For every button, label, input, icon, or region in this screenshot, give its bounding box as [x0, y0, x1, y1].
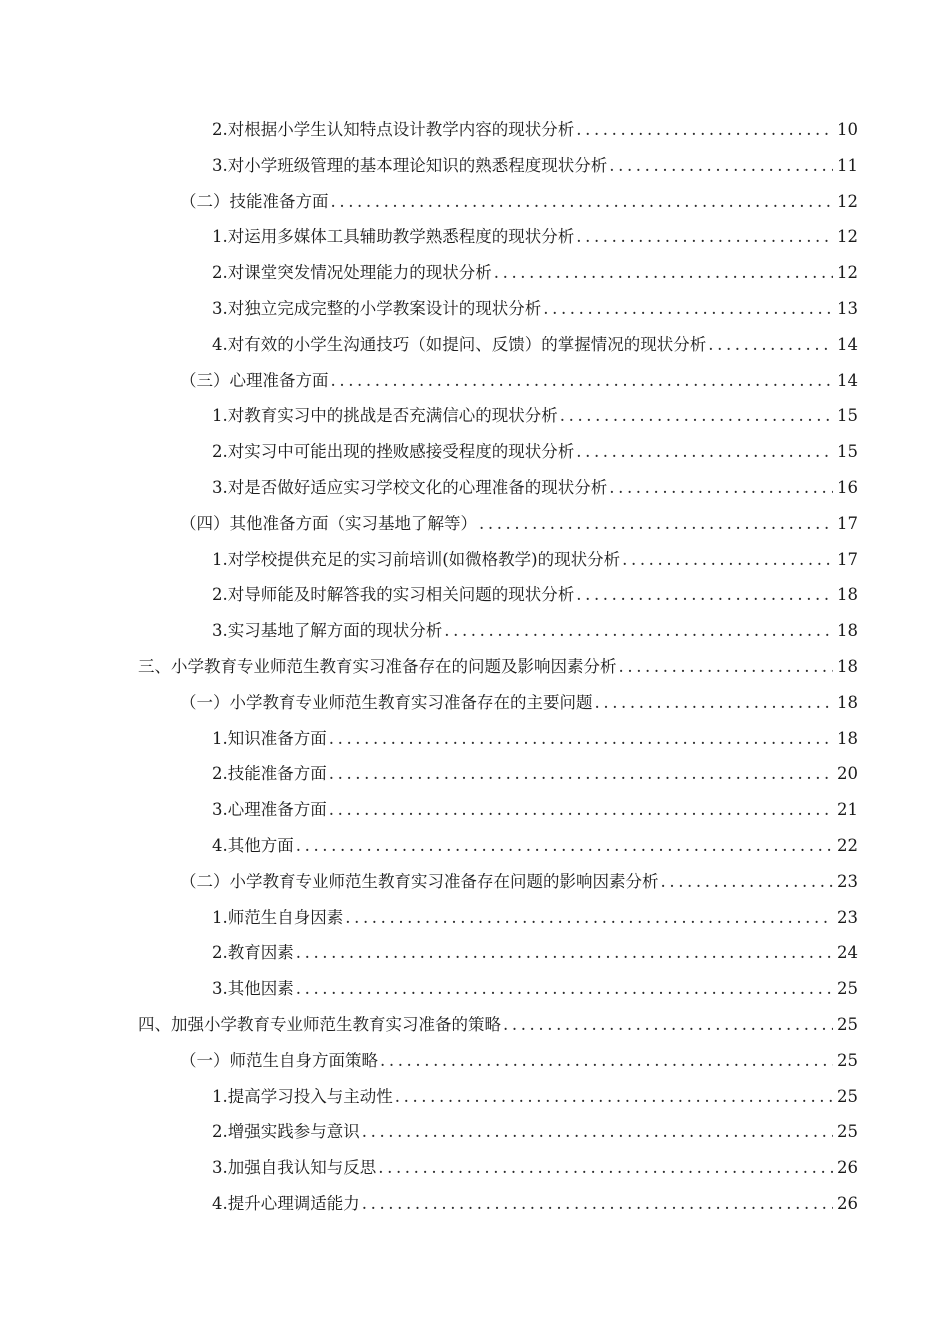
toc-entry-title: 4.其他方面: [212, 835, 294, 855]
toc-page-number: 14: [837, 370, 858, 390]
toc-entry[interactable]: [0, 1186, 950, 1222]
toc-dot-leader: [331, 184, 834, 220]
toc-entry[interactable]: [0, 577, 950, 613]
toc-dot-leader: [329, 792, 833, 828]
toc-page-number: 15: [837, 442, 858, 462]
toc-page-number: 12: [837, 227, 858, 247]
toc-dot-leader: [595, 685, 834, 721]
toc-page-number: 24: [837, 943, 858, 963]
toc-dot-leader: [619, 649, 834, 685]
toc-entry-title: 2.增强实践参与意识: [212, 1122, 360, 1142]
table-of-contents: [0, 112, 950, 1222]
toc-dot-leader: [329, 721, 833, 757]
toc-entry[interactable]: [0, 756, 950, 792]
toc-page-number: 10: [837, 120, 858, 139]
toc-entry[interactable]: [0, 398, 950, 434]
toc-dot-leader: [296, 971, 833, 1007]
toc-entry[interactable]: [0, 1079, 950, 1115]
toc-entry-title: 4.对有效的小学生沟通技巧（如提问、反馈）的掌握情况的现状分析: [212, 334, 707, 354]
toc-entry[interactable]: [0, 828, 950, 864]
toc-page-number: 13: [837, 298, 858, 318]
toc-page-number: 25: [837, 1122, 858, 1142]
toc-dot-leader: [479, 506, 833, 542]
toc-entry-title: （一）师范生自身方面策略: [180, 1050, 378, 1070]
toc-entry-title: 2.教育因素: [212, 943, 294, 963]
toc-entry-title: 3.对是否做好适应实习学校文化的心理准备的现状分析: [212, 477, 608, 497]
toc-dot-leader: [576, 219, 833, 255]
toc-dot-leader: [576, 434, 833, 470]
toc-entry-title: 四、加强小学教育专业师范生教育实习准备的策略: [138, 1014, 501, 1034]
toc-page-number: 25: [837, 1014, 858, 1034]
toc-dot-leader: [378, 1150, 833, 1186]
toc-page-number: 12: [837, 191, 858, 211]
toc-entry[interactable]: [0, 112, 950, 148]
toc-page-number: 18: [837, 692, 858, 712]
toc-entry[interactable]: [0, 792, 950, 828]
toc-entry-title: （二）技能准备方面: [180, 191, 329, 211]
toc-entry[interactable]: [0, 721, 950, 757]
toc-entry-title: （四）其他准备方面（实习基地了解等）: [180, 513, 477, 533]
toc-dot-leader: [708, 327, 833, 363]
toc-page-number: 14: [837, 334, 858, 354]
toc-dot-leader: [331, 363, 834, 399]
toc-dot-leader: [345, 900, 833, 936]
toc-dot-leader: [395, 1079, 833, 1115]
toc-entry[interactable]: [0, 255, 950, 291]
toc-page-number: 18: [837, 585, 858, 605]
toc-dot-leader: [609, 148, 833, 184]
toc-entry-title: 3.加强自我认知与反思: [212, 1158, 377, 1178]
toc-dot-leader: [380, 1043, 833, 1079]
toc-dot-leader: [560, 398, 833, 434]
toc-entry-title: 2.对实习中可能出现的挫败感接受程度的现状分析: [212, 442, 575, 462]
toc-entry-title: （一）小学教育专业师范生教育实习准备存在的主要问题: [180, 692, 593, 712]
toc-entry[interactable]: [0, 363, 950, 399]
toc-entry[interactable]: [0, 506, 950, 542]
toc-dot-leader: [444, 613, 833, 649]
toc-dot-leader: [296, 935, 833, 971]
toc-page-number: 16: [837, 477, 858, 497]
toc-page-number: 17: [837, 513, 858, 533]
toc-page-number: 22: [837, 835, 858, 855]
toc-page-number: 18: [837, 656, 858, 676]
toc-dot-leader: [609, 470, 833, 506]
toc-dot-leader: [494, 255, 833, 291]
toc-entry[interactable]: [0, 148, 950, 184]
toc-entry-title: 三、小学教育专业师范生教育实习准备存在的问题及影响因素分析: [138, 656, 617, 676]
toc-page-number: 26: [837, 1193, 858, 1213]
toc-entry[interactable]: [0, 935, 950, 971]
toc-page-number: 11: [837, 155, 858, 175]
toc-entry-title: 1.提高学习投入与主动性: [212, 1086, 393, 1106]
toc-dot-leader: [622, 542, 833, 578]
toc-entry[interactable]: [0, 1007, 950, 1043]
toc-entry[interactable]: [0, 327, 950, 363]
toc-page-number: 17: [837, 549, 858, 569]
toc-page-number: 25: [837, 1050, 858, 1070]
toc-entry[interactable]: [0, 291, 950, 327]
toc-entry-title: （二）小学教育专业师范生教育实习准备存在问题的影响因素分析: [180, 871, 659, 891]
toc-page-number: 21: [837, 800, 858, 820]
toc-dot-leader: [576, 577, 833, 613]
toc-dot-leader: [661, 864, 834, 900]
toc-dot-leader: [362, 1114, 833, 1150]
toc-entry-title: 3.其他因素: [212, 979, 294, 999]
toc-page-number: 18: [837, 621, 858, 641]
toc-entry[interactable]: [0, 649, 950, 685]
toc-entry-title: 3.实习基地了解方面的现状分析: [212, 621, 443, 641]
toc-page-number: 23: [837, 907, 858, 927]
toc-entry-title: 3.心理准备方面: [212, 800, 327, 820]
toc-entry-title: 2.对根据小学生认知特点设计教学内容的现状分析: [212, 120, 575, 139]
toc-entry-title: 3.对小学班级管理的基本理论知识的熟悉程度现状分析: [212, 155, 608, 175]
toc-entry[interactable]: [0, 184, 950, 220]
toc-dot-leader: [362, 1186, 833, 1222]
toc-entry-title: 4.提升心理调适能力: [212, 1193, 360, 1213]
toc-entry-title: 1.知识准备方面: [212, 728, 327, 748]
toc-page-number: 26: [837, 1158, 858, 1178]
toc-entry-title: 1.对运用多媒体工具辅助教学熟悉程度的现状分析: [212, 227, 575, 247]
toc-page-number: 15: [837, 406, 858, 426]
toc-page-number: 25: [837, 979, 858, 999]
toc-entry[interactable]: [0, 864, 950, 900]
toc-dot-leader: [503, 1007, 833, 1043]
toc-dot-leader: [543, 291, 833, 327]
toc-dot-leader: [329, 756, 833, 792]
toc-entry-title: 2.对课堂突发情况处理能力的现状分析: [212, 263, 492, 283]
toc-entry-title: 2.技能准备方面: [212, 764, 327, 784]
toc-page-number: 12: [837, 263, 858, 283]
toc-page-number: 25: [837, 1086, 858, 1106]
toc-entry[interactable]: [0, 900, 950, 936]
toc-entry-title: 2.对导师能及时解答我的实习相关问题的现状分析: [212, 585, 575, 605]
toc-entry-title: 1.对教育实习中的挑战是否充满信心的现状分析: [212, 406, 558, 426]
toc-entry[interactable]: [0, 434, 950, 470]
toc-entry[interactable]: [0, 613, 950, 649]
toc-entry[interactable]: [0, 1043, 950, 1079]
toc-dot-leader: [296, 828, 833, 864]
toc-entry[interactable]: [0, 542, 950, 578]
toc-entry-title: 1.对学校提供充足的实习前培训(如微格教学)的现状分析: [212, 549, 621, 569]
toc-entry[interactable]: [0, 971, 950, 1007]
toc-entry[interactable]: [0, 1150, 950, 1186]
toc-entry[interactable]: [0, 470, 950, 506]
toc-page-number: 20: [837, 764, 858, 784]
toc-entry-title: （三）心理准备方面: [180, 370, 329, 390]
toc-entry[interactable]: [0, 1114, 950, 1150]
toc-entry[interactable]: [0, 685, 950, 721]
toc-entry-title: 1.师范生自身因素: [212, 907, 344, 927]
toc-page-number: 23: [837, 871, 858, 891]
toc-entry[interactable]: [0, 219, 950, 255]
toc-page-number: 18: [837, 728, 858, 748]
toc-dot-leader: [576, 112, 833, 148]
toc-entry-title: 3.对独立完成完整的小学教案设计的现状分析: [212, 298, 542, 318]
